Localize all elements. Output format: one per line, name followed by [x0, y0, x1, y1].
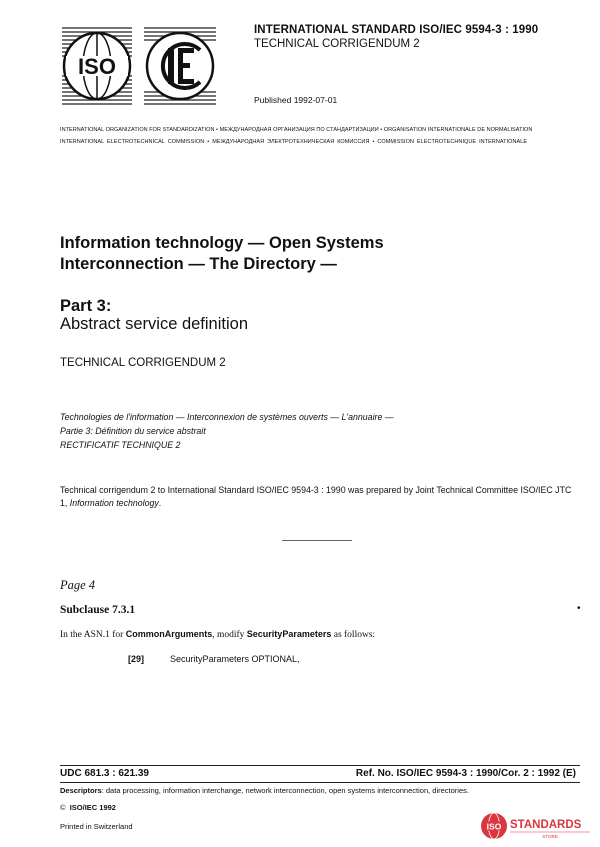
iso-standards-store-badge[interactable] [480, 812, 592, 845]
title-line-2: Interconnection — The Directory — [60, 255, 337, 273]
intro-italic: Information technology [69, 498, 159, 508]
printed-location: Printed in Switzerland [60, 822, 133, 831]
standards-store-logo [480, 812, 592, 840]
copyright: © ISO/IEC 1992 [60, 803, 116, 812]
published-date: Published 1992-07-01 [254, 95, 338, 105]
french-title-line-1: Technologies de l'information — Interconnexion de systèmes ouverts — L'annuaire — [60, 412, 394, 422]
standard-subtitle: TECHNICAL CORRIGENDUM 2 [254, 38, 420, 50]
corrigendum-label: TECHNICAL CORRIGENDUM 2 [60, 357, 226, 369]
intro-paragraph: Technical corrigendum 2 to International Standard ISO/IEC 9594-3 : 1990 was prepared by Joint Technical Committee ISO/IEC JTC 1, Information technology. [60, 485, 572, 508]
subclause-heading: Subclause 7.3.1 [60, 604, 136, 616]
copyright-icon: © [60, 803, 66, 812]
iso-iec-logos [62, 22, 222, 110]
body-instruction: In the ASN.1 for CommonArguments, modify SecurityParameters as follows: [60, 629, 376, 640]
term-common-arguments: CommonArguments [125, 629, 213, 639]
margin-bullet: • [577, 603, 581, 614]
part-label: Part 3: [60, 297, 112, 315]
page-reference: Page 4 [60, 578, 96, 592]
svg-text:ISO: ISO [486, 821, 502, 832]
iso-logo [62, 28, 132, 104]
svg-text:ISO: ISO [78, 54, 116, 79]
french-title-line-3: RECTIFICATIF TECHNIQUE 2 [60, 440, 181, 450]
document-title [60, 233, 384, 275]
code-line: SecurityParameters OPTIONAL, [170, 654, 300, 664]
svg-text:STORE: STORE [542, 834, 558, 839]
org-line-iso: INTERNATIONAL ORGANIZATION FOR STANDARDIZATION • МЕЖДУНАРОДНАЯ ОРГАНИЗАЦИЯ ПО СТАНДАРТИЗАЦИИ • ORGANISATION INTERNATIONALE DE NORMALISATION [60, 127, 533, 133]
footer-rule-top [60, 765, 580, 766]
term-security-parameters: SecurityParameters [246, 629, 332, 639]
title-line-1: Information technology — Open Systems [60, 234, 384, 252]
udc-number: UDC 681.3 : 621.39 [60, 768, 149, 779]
separator-line [282, 540, 352, 541]
standard-title: INTERNATIONAL STANDARD ISO/IEC 9594-3 : 1990 [254, 24, 539, 36]
org-line-iec: INTERNATIONAL ELECTROTECHNICAL COMMISSION • МЕЖДУНАРОДНАЯ ЭЛЕКТРОТЕХНИЧЕСКАЯ КОМИССИЯ • COMMISSION ELECTROTECHNIQUE INTERNATIONALE [60, 139, 528, 145]
footer-rule-bottom [60, 782, 580, 783]
iec-logo [144, 28, 216, 104]
code-tag-number: [29] [128, 654, 145, 664]
french-title-line-2: Partie 3: Définition du service abstrait [60, 426, 206, 436]
part-name: Abstract service definition [60, 315, 249, 333]
logos [62, 22, 222, 115]
svg-text:STANDARDS: STANDARDS [510, 819, 582, 831]
descriptors: Descriptors: data processing, information interchange, network interconnection, open systems interconnection, directories. [60, 786, 469, 795]
reference-number: Ref. No. ISO/IEC 9594-3 : 1990/Cor. 2 : 1992 (E) [355, 768, 576, 779]
